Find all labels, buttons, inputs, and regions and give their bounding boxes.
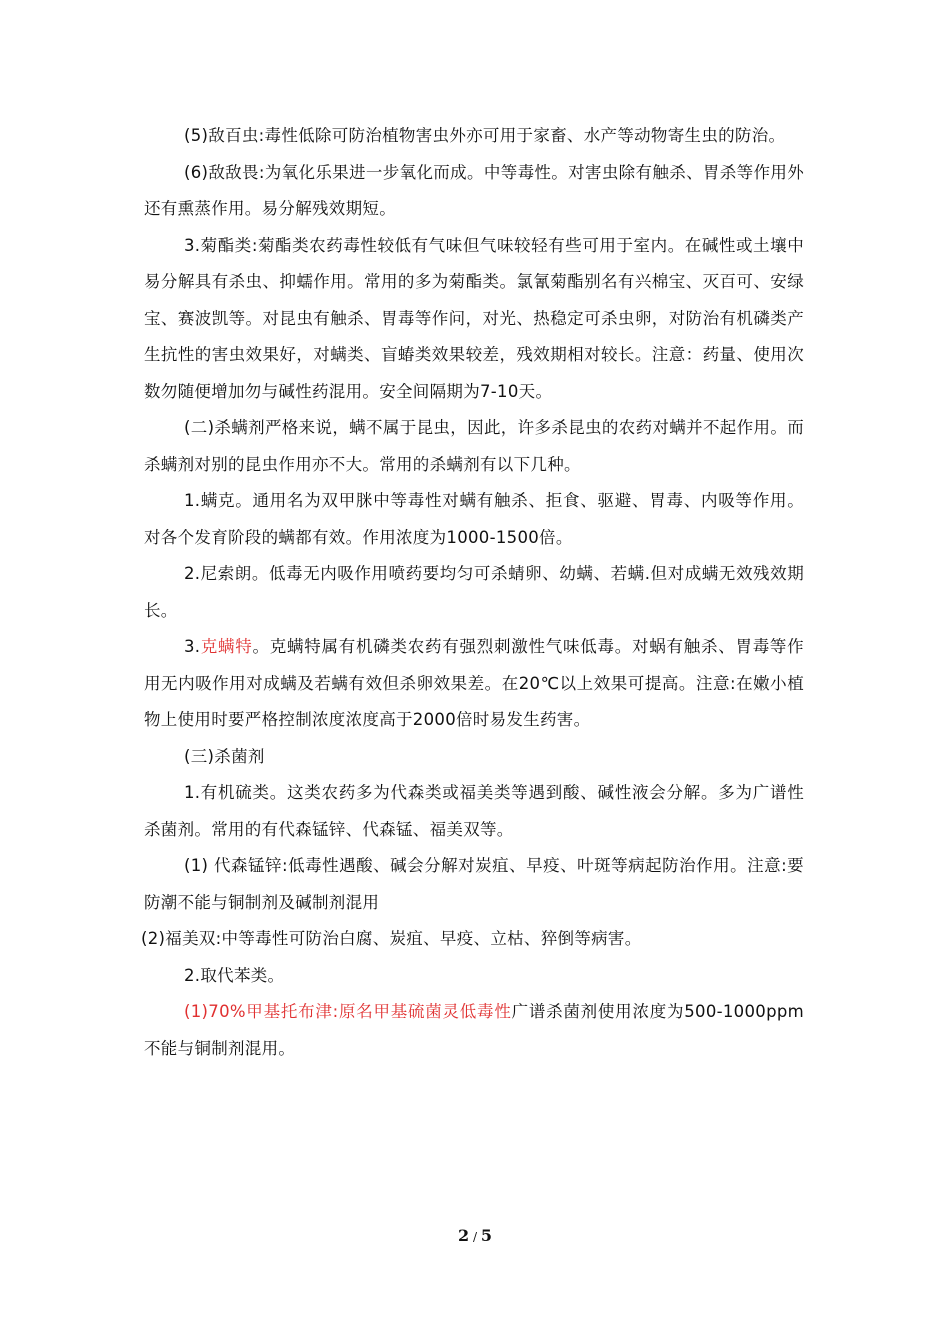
paragraph-juzhilei: 3.菊酯类:菊酯类农药毒性较低有气味但气味较轻有些可用于室内。在碱性或土壤中易分解具有杀虫、抑蠕作用。常用的多为菊酯类。氯氰菊酯别名有兴棉宝、灭百可、安绿宝、赛波凯等。对昆虫有触杀、胃毒等作问，对光、热稳定可杀虫卵，对防治有机磷类产生抗性的害虫效果好，对螨类、盲蝽类效果较差，残效期相对较长。注意：药量、使用次数勿随便增加勿与碱性药混用。安全间隔期为7-10天。 — [144, 235, 804, 401]
page-separator: / — [472, 1230, 478, 1244]
paragraph-dibaichong: (5)敌百虫:毒性低除可防治植物害虫外亦可用于家畜、水产等动物寄生虫的防治。 — [184, 126, 786, 145]
paragraph-fumeishuang: (2)福美双:中等毒性可防治白腐、炭疽、早疫、立枯、猝倒等病害。 — [141, 929, 642, 948]
highlighted-term: (1)70%甲基托布津:原名甲基硫菌灵低毒性 — [184, 1002, 512, 1021]
paragraph-jiajituobujin — [144, 994, 804, 1067]
paragraph-manke: 1.螨克。通用名为双甲脒中等毒性对螨有触杀、拒食、驱避、胃毒、内吸等作用。对各个发育阶段的螨都有效。作用浓度为1000-1500倍。 — [144, 491, 804, 547]
paragraph-nisuolang: 2.尼索朗。低毒无内吸作用喷药要均匀可杀蜻卵、幼螨、若螨.但对成螨无效残效期长。 — [144, 564, 804, 620]
paragraph-shamanji: (二)杀螨剂严格来说，螨不属于昆虫，因此，许多杀昆虫的农药对螨并不起作用。而杀螨剂对别的昆虫作用亦不大。常用的杀螨剂有以下几种。 — [144, 418, 804, 474]
paragraph-qudaibenlei: 2.取代苯类。 — [184, 965, 285, 985]
page-total: 5 — [480, 1226, 492, 1245]
paragraph-text: 广谱杀菌剂使用浓度为500-1000ppm不能与铜制剂混用。 — [144, 1002, 804, 1058]
document-body — [141, 118, 804, 1067]
page-current: 2 — [458, 1226, 470, 1245]
paragraph-kemante — [144, 629, 804, 739]
highlighted-term: 克螨特 — [200, 637, 253, 656]
heading-shajunji: (三)杀菌剂 — [184, 746, 265, 766]
page-number — [0, 1226, 950, 1245]
item-number: 3. — [184, 637, 201, 656]
paragraph-didiwei: (6)敌敌畏:为氧化乐果进一步氧化而成。中等毒性。对害虫除有触杀、胃杀等作用外还有熏蒸作用。易分解残效期短。 — [144, 162, 804, 218]
paragraph-youjiliulei: 1.有机硫类。这类农药多为代森类或福美类等遇到酸、碱性液会分解。多为广谱性杀菌剂。常用的有代森锰锌、代森锰、福美双等。 — [144, 783, 804, 839]
paragraph-text: 。克螨特属有机磷类农药有强烈刺激性气味低毒。对蜗有触杀、胃毒等作用无内吸作用对成螨及若螨有效但杀卵效果差。在20℃以上效果可提高。注意:在嫩小植物上使用时要严格控制浓度浓度高于2000倍时易发生药害。 — [144, 637, 804, 729]
paragraph-daisenmengxin: (1) 代森锰锌:低毒性遇酸、碱会分解对炭疽、早疫、叶斑等病起防治作用。注意:要防潮不能与铜制剂及碱制剂混用 — [144, 856, 804, 912]
